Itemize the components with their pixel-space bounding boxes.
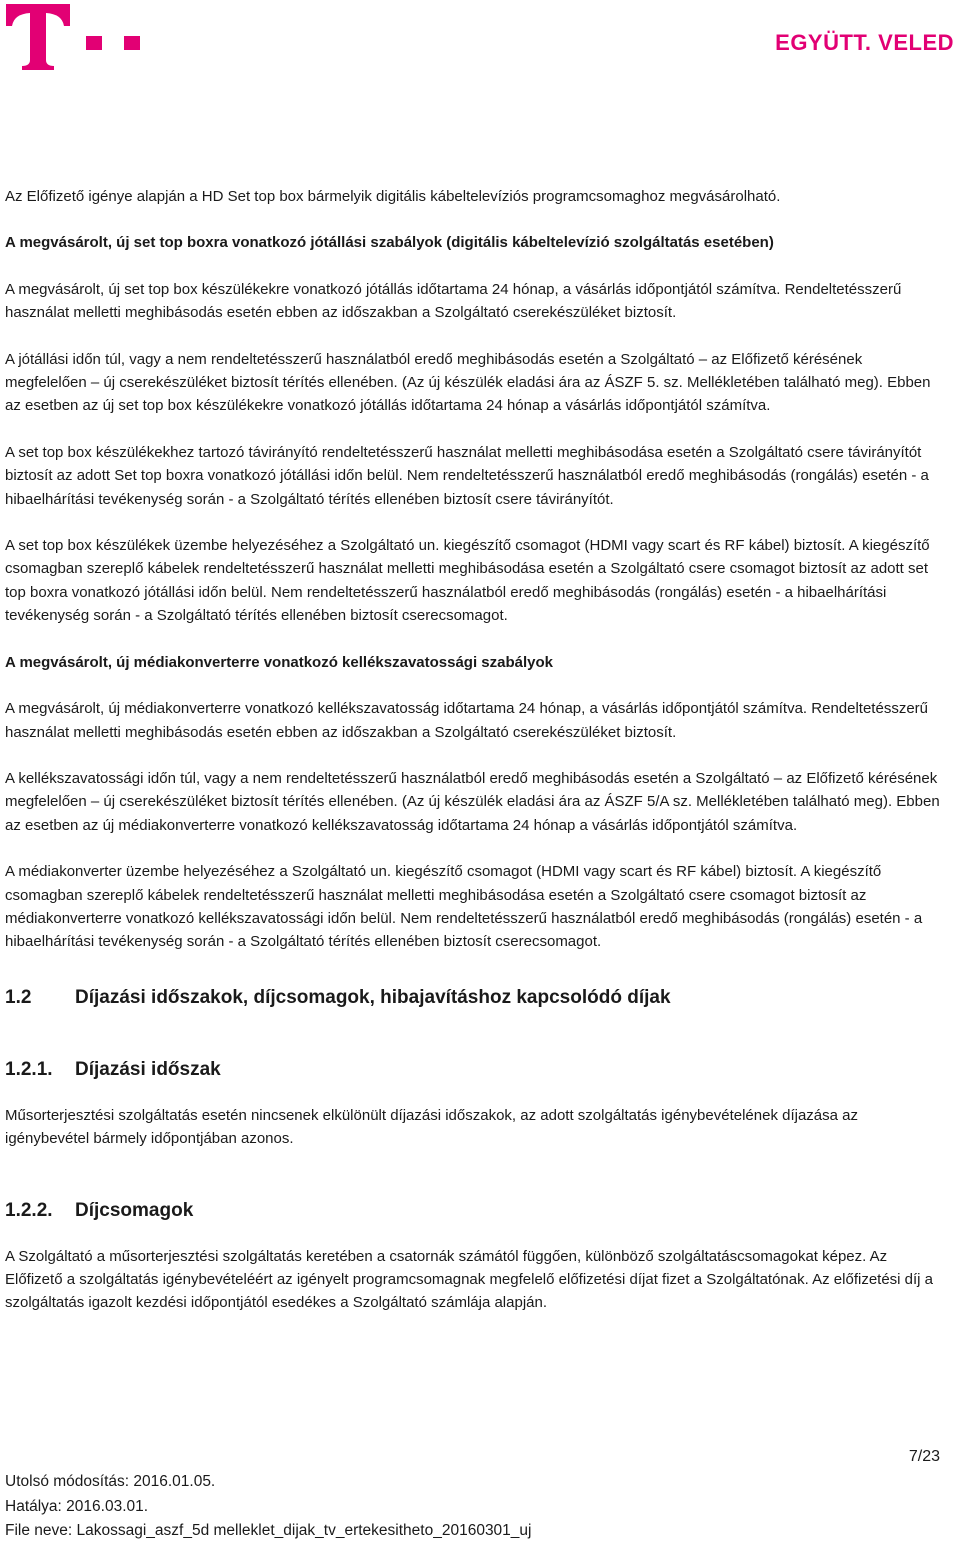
file-name: File neve: Lakossagi_aszf_5d melleklet_dijak_tv_ertekesitheto_20160301_uj: [5, 1522, 532, 1539]
paragraph: A set top box készülékek üzembe helyezéséhez a Szolgáltató un. kiegészítő csomagot (HDMI vagy scart és RF kábel) biztosít. A kiegészítő csomagban szereplő kábelek rendeltetésszerű használat melletti meghibásodása esetén a Szolgáltató csere csomagot biztosít az adott set top boxra vonatkozó jótállási időn belül. Nem rendeltetésszerű használatból eredő meghibásodás (rongálás) esetén - a hibaelhárítási tevékenység során - a Szolgáltató térítés ellenében biztosít cserecsomagot.: [5, 537, 930, 625]
section-title-mediaconverter: A megvásárolt, új médiakonverterre vonatkozó kellékszavatossági szabályok: [5, 653, 554, 671]
heading-number: 1.2.2.: [5, 1199, 53, 1221]
heading-text: Díjazási időszakok, díjcsomagok, hibajavításhoz kapcsolódó díjak: [75, 986, 671, 1008]
heading-text: Díjcsomagok: [75, 1199, 194, 1221]
telekom-logo: [6, 4, 146, 74]
section-title-settopbox: A megvásárolt, új set top boxra vonatkozó jótállási szabályok (digitális kábeltelevízió szolgáltatás esetében): [5, 234, 774, 252]
paragraph: A megvásárolt, új set top box készülékekre vonatkozó jótállás időtartama 24 hónap, a vásárlás időpontjától számítva. Rendeltetésszerű használat melletti meghibásodás esetén ebben az időszakban a Szolgáltató cserekészüléket biztosít.: [5, 280, 902, 322]
heading-number: 1.2: [5, 986, 32, 1008]
last-modified: Utolsó módosítás: 2016.01.05.: [5, 1473, 216, 1490]
heading-1-2-2: [5, 1199, 945, 1223]
heading-number: 1.2.1.: [5, 1058, 53, 1080]
heading-1-2-1: [5, 1058, 945, 1082]
paragraph: A Szolgáltató a műsorterjesztési szolgáltatás keretében a csatornák számától függően, különböző szolgáltatáscsomagokat képez. Az Előfizető a szolgáltatás igénybevételéért az igényelt programcsomagnak megfelelő előfizetési díjat fizet a Szolgáltatónak. Az előfizetési díj a szolgáltatás igazolt kezdési időpontjától esedékes a Szolgáltató számlája alapján.: [5, 1247, 934, 1312]
slogan: EGYÜTT. VELED: [775, 30, 954, 55]
heading-1-2: [5, 986, 945, 1010]
paragraph: A jótállási időn túl, vagy a nem rendeltetésszerű használatból eredő meghibásodás esetén a Szolgáltató – az Előfizető kérésének megfelelően – új cserekészüléket biztosít térítés ellenében. (Az új készülék eladási ára az ÁSZF 5. sz. Mellékletében található meg). Ebben az esetben az új set top box készülékekre vonatkozó jótállás időtartama 24 hónap a vásárlás időpontjától számítva.: [5, 350, 931, 415]
paragraph: A megvásárolt, új médiakonverterre vonatkozó kellékszavatosság időtartama 24 hónap, a vásárlás időpontjától számítva. Rendeltetésszerű használat melletti meghibásodás esetén ebben az időszakban a Szolgáltató cserekészüléket biztosít.: [5, 700, 928, 741]
intro-paragraph: Az Előfizető igénye alapján a HD Set top box bármelyik digitális kábeltelevíziós programcsomaghoz megvásárolható.: [5, 188, 781, 205]
paragraph: A médiakonverter üzembe helyezéséhez a Szolgáltató un. kiegészítő csomagot (HDMI vagy scart és RF kábel) biztosít. A kiegészítő csomagban szereplő kábelek rendeltetésszerű használat melletti meghibásodása esetén a Szolgáltató csere csomagot biztosít az médiakonverterre vonatkozó kellékszavatossági időn belül. Nem rendeltetésszerű használatból eredő meghibásodás (rongálás) esetén - a hibaelhárítási tevékenység során - a Szolgáltató térítés ellenében biztosít cserecsomagot.: [5, 863, 923, 951]
paragraph: A set top box készülékekhez tartozó távirányító rendeltetésszerű használat melletti meghibásodása esetén a Szolgáltató csere távirányítót biztosít az adott Set top boxra vonatkozó jótállási időn belül. Nem rendeltetésszerű használatból eredő meghibásodás (rongálás) esetén - a hibaelhárítási tevékenység során - a Szolgáltató térítés ellenében biztosít csere távirányítót.: [5, 443, 929, 508]
paragraph: Műsorterjesztési szolgáltatás esetén nincsenek elkülönült díjazási időszakok, az adott szolgáltatás igénybevételének díjazása az igénybevétel bármely időpontjában azonos.: [5, 1106, 858, 1148]
paragraph: A kellékszavatossági időn túl, vagy a nem rendeltetésszerű használatból eredő meghibásodás esetén a Szolgáltató – az Előfizető kérésének megfelelően – új cserekészüléket biztosít térítés ellenében. (Az új készülék eladási ára az ÁSZF 5/A sz. Mellékletében található meg). Ebben az esetben az új médiakonverterre vonatkozó kellékszavatosság időtartama 24 hónap a vásárlás időpontjától számítva.: [5, 769, 940, 834]
document-body: [5, 185, 945, 1315]
heading-text: Díjazási időszak: [75, 1058, 221, 1080]
footer: [5, 1470, 532, 1544]
page-number: 7/23: [908, 1448, 940, 1465]
effective-date: Hatálya: 2016.03.01.: [5, 1497, 149, 1515]
